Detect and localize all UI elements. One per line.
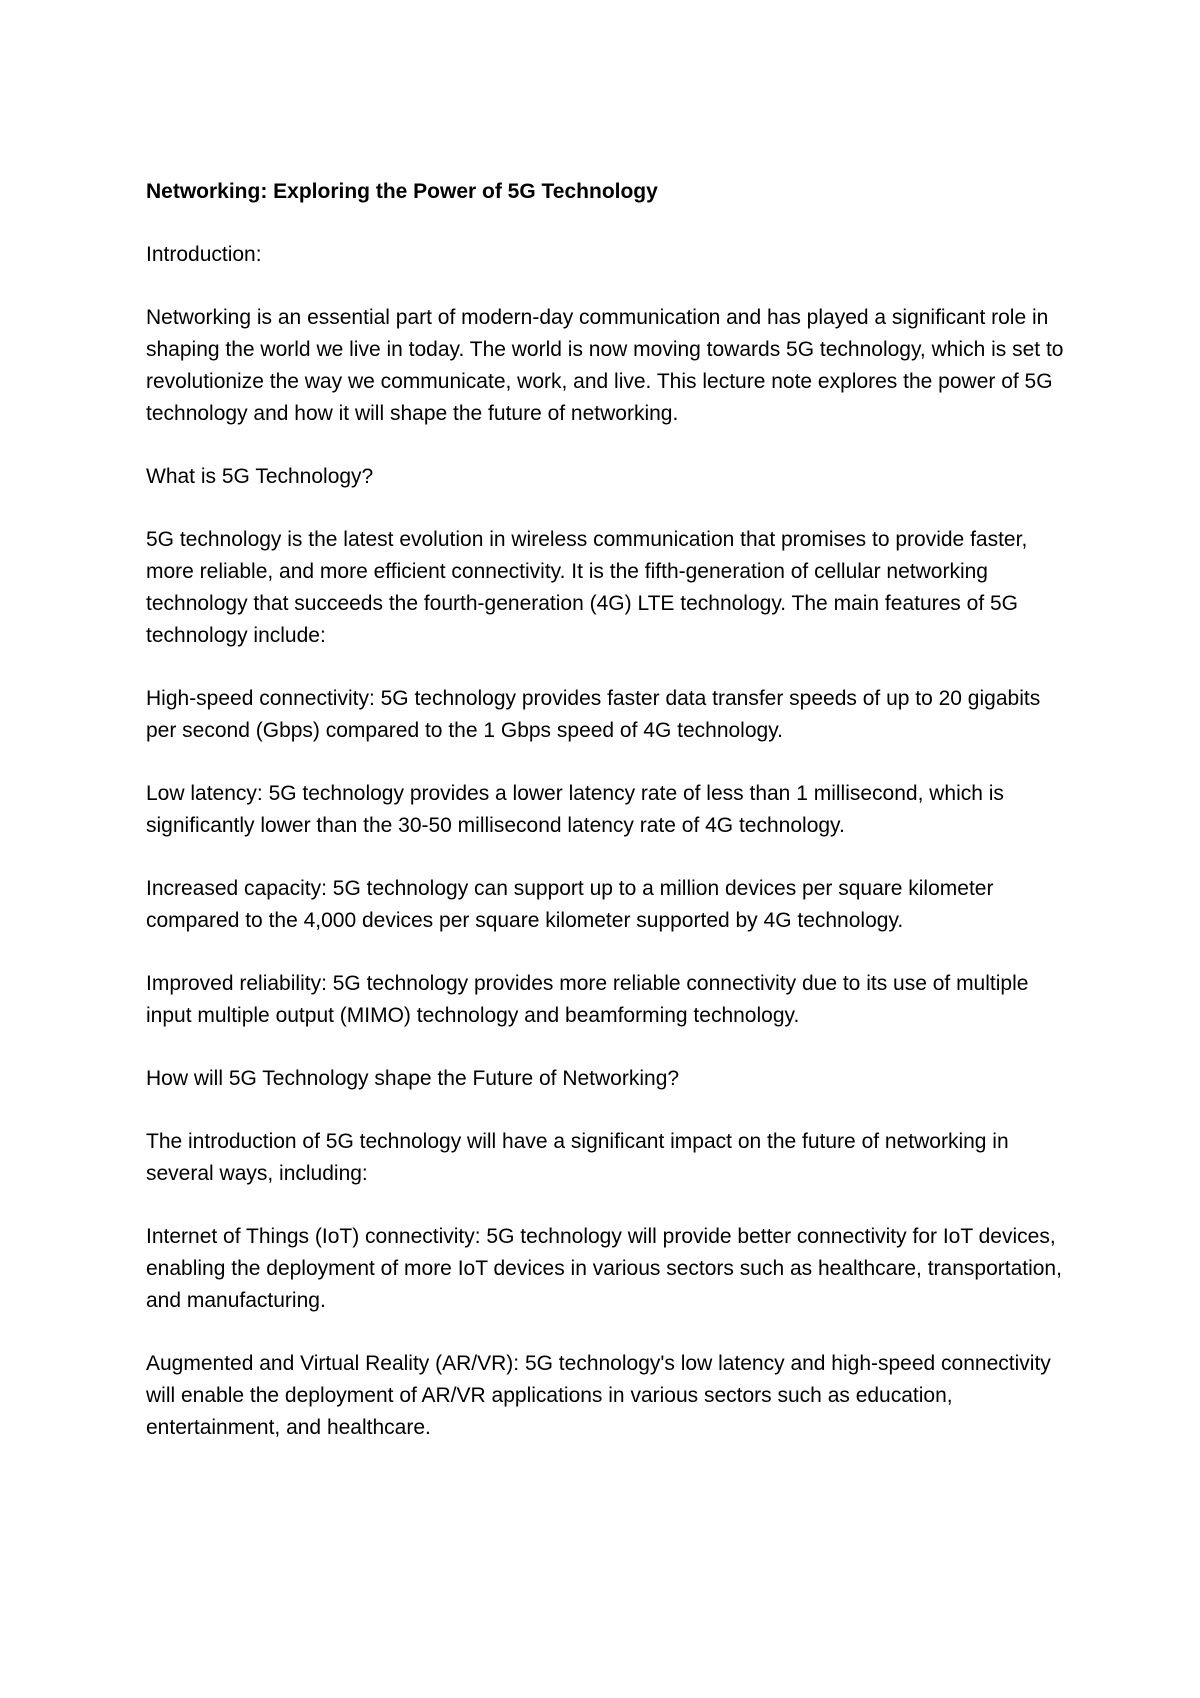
- document-body: [146, 176, 1076, 1475]
- future-iot-paragraph: Internet of Things (IoT) connectivity: 5G technology will provide better connectivity for IoT devices, enabling the deployment of more IoT devices in various sectors such as healthcare, transportation, and manufacturing.: [146, 1225, 1062, 1312]
- document-title: Networking: Exploring the Power of 5G Technology: [146, 180, 658, 203]
- future-ar-vr-paragraph: Augmented and Virtual Reality (AR/VR): 5G technology's low latency and high-speed connectivity will enable the deployment of AR/VR applications in various sectors such as education, entertainment, and healthcare.: [146, 1352, 1051, 1439]
- future-intro-paragraph: The introduction of 5G technology will have a significant impact on the future of networking in several ways, including:: [146, 1130, 1009, 1185]
- intro-paragraph: Networking is an essential part of modern-day communication and has played a significant role in shaping the world we live in today. The world is now moving towards 5G technology, which is set to revolutionize the way we communicate, work, and live. This lecture note explores the power of 5G technology and how it will shape the future of networking.: [146, 306, 1064, 425]
- section-heading-what-is-5g: What is 5G Technology?: [146, 465, 374, 488]
- what-is-5g-paragraph: 5G technology is the latest evolution in wireless communication that promises to provide faster, more reliable, and more efficient connectivity. It is the fifth-generation of cellular networking technology that succeeds the fourth-generation (4G) LTE technology. The main features of 5G technology include:: [146, 528, 1028, 647]
- feature-increased-capacity: Increased capacity: 5G technology can support up to a million devices per square kilometer compared to the 4,000 devices per square kilometer supported by 4G technology.: [146, 877, 994, 932]
- feature-high-speed: High-speed connectivity: 5G technology provides faster data transfer speeds of up to 20 gigabits per second (Gbps) compared to the 1 Gbps speed of 4G technology.: [146, 687, 1041, 742]
- feature-low-latency: Low latency: 5G technology provides a lower latency rate of less than 1 millisecond, which is significantly lower than the 30-50 millisecond latency rate of 4G technology.: [146, 782, 1004, 837]
- section-heading-future: How will 5G Technology shape the Future of Networking?: [146, 1067, 680, 1090]
- feature-improved-reliability: Improved reliability: 5G technology provides more reliable connectivity due to its use of multiple input multiple output (MIMO) technology and beamforming technology.: [146, 972, 1029, 1027]
- intro-heading: Introduction:: [146, 243, 262, 266]
